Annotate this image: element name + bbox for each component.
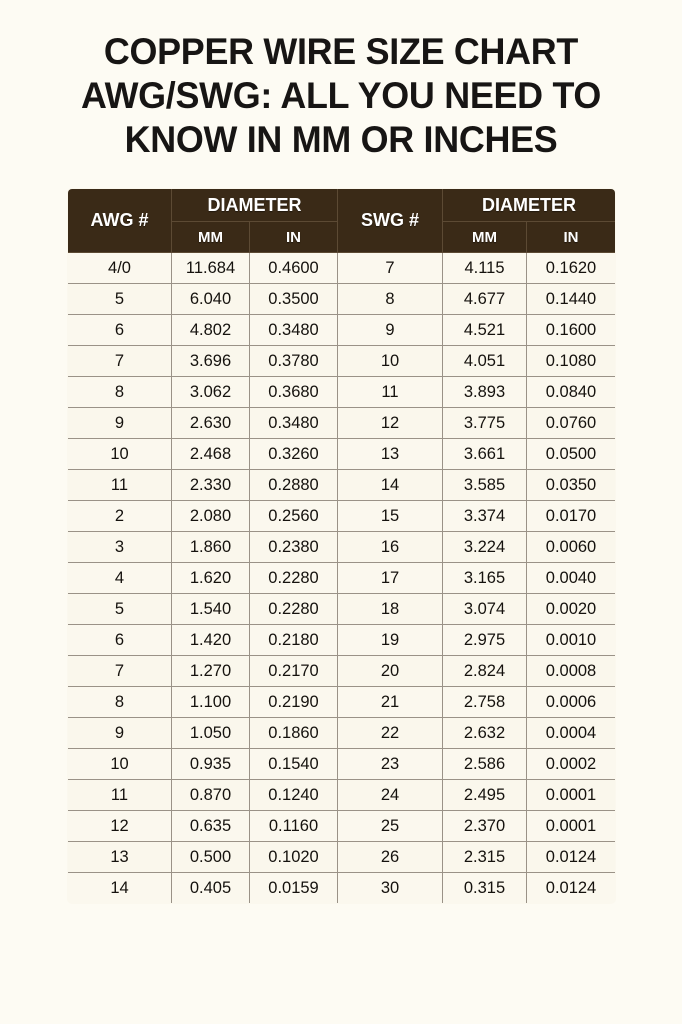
- cell-swg-diameter-mm: 3.074: [443, 594, 527, 625]
- cell-swg-number: 8: [338, 284, 443, 315]
- cell-swg-diameter-mm: 3.585: [443, 470, 527, 501]
- cell-awg-diameter-mm: 0.405: [172, 873, 250, 904]
- table-row: [68, 346, 616, 377]
- cell-awg-diameter-in: 0.3500: [250, 284, 338, 315]
- cell-swg-diameter-mm: 3.165: [443, 563, 527, 594]
- header-awg-mm: MM: [172, 222, 250, 253]
- table-row: [68, 501, 616, 532]
- table-row: [68, 842, 616, 873]
- cell-swg-number: 18: [338, 594, 443, 625]
- table-row: [68, 470, 616, 501]
- cell-swg-diameter-in: 0.0500: [527, 439, 616, 470]
- table-row: [68, 656, 616, 687]
- cell-swg-diameter-in: 0.0040: [527, 563, 616, 594]
- table-row: [68, 253, 616, 284]
- cell-awg-diameter-mm: 2.080: [172, 501, 250, 532]
- cell-swg-number: 24: [338, 780, 443, 811]
- table-row: [68, 439, 616, 470]
- cell-awg-diameter-in: 0.2180: [250, 625, 338, 656]
- cell-swg-diameter-mm: 3.775: [443, 408, 527, 439]
- cell-awg-diameter-in: 0.3260: [250, 439, 338, 470]
- cell-swg-number: 25: [338, 811, 443, 842]
- cell-awg-number: 7: [68, 346, 172, 377]
- cell-awg-number: 9: [68, 408, 172, 439]
- cell-swg-diameter-in: 0.0001: [527, 811, 616, 842]
- cell-swg-diameter-mm: 4.051: [443, 346, 527, 377]
- cell-swg-diameter-mm: 2.370: [443, 811, 527, 842]
- cell-swg-number: 15: [338, 501, 443, 532]
- wire-size-table: [67, 188, 616, 904]
- cell-awg-diameter-mm: 0.635: [172, 811, 250, 842]
- cell-awg-diameter-in: 0.2170: [250, 656, 338, 687]
- header-swg-number: SWG #: [338, 189, 443, 253]
- cell-swg-number: 14: [338, 470, 443, 501]
- cell-swg-diameter-in: 0.1080: [527, 346, 616, 377]
- cell-awg-number: 3: [68, 532, 172, 563]
- cell-swg-diameter-in: 0.1440: [527, 284, 616, 315]
- cell-swg-diameter-mm: 3.661: [443, 439, 527, 470]
- cell-swg-diameter-in: 0.1600: [527, 315, 616, 346]
- cell-awg-diameter-in: 0.2560: [250, 501, 338, 532]
- cell-swg-diameter-mm: 3.893: [443, 377, 527, 408]
- cell-awg-diameter-mm: 0.870: [172, 780, 250, 811]
- cell-swg-diameter-mm: 3.224: [443, 532, 527, 563]
- cell-awg-number: 5: [68, 284, 172, 315]
- cell-awg-diameter-mm: 1.270: [172, 656, 250, 687]
- cell-swg-diameter-mm: 4.521: [443, 315, 527, 346]
- cell-awg-diameter-mm: 4.802: [172, 315, 250, 346]
- cell-swg-diameter-in: 0.0350: [527, 470, 616, 501]
- cell-awg-number: 10: [68, 749, 172, 780]
- cell-awg-diameter-mm: 1.420: [172, 625, 250, 656]
- cell-swg-number: 21: [338, 687, 443, 718]
- table-row: [68, 687, 616, 718]
- cell-awg-number: 5: [68, 594, 172, 625]
- cell-swg-diameter-mm: 4.115: [443, 253, 527, 284]
- table-row: [68, 873, 616, 904]
- cell-awg-diameter-in: 0.0159: [250, 873, 338, 904]
- cell-awg-diameter-mm: 2.468: [172, 439, 250, 470]
- table-row: [68, 780, 616, 811]
- title-line-3: KNOW IN MM OR INCHES: [124, 119, 558, 160]
- cell-awg-diameter-mm: 0.500: [172, 842, 250, 873]
- cell-swg-number: 13: [338, 439, 443, 470]
- cell-awg-diameter-in: 0.3780: [250, 346, 338, 377]
- header-swg-in: IN: [527, 222, 616, 253]
- cell-swg-number: 10: [338, 346, 443, 377]
- header-awg-in: IN: [250, 222, 338, 253]
- title-line-2: AWG/SWG: ALL YOU NEED TO: [80, 75, 602, 116]
- cell-swg-diameter-mm: 0.315: [443, 873, 527, 904]
- cell-swg-diameter-in: 0.0170: [527, 501, 616, 532]
- cell-awg-diameter-in: 0.1020: [250, 842, 338, 873]
- cell-awg-number: 4: [68, 563, 172, 594]
- cell-awg-diameter-in: 0.4600: [250, 253, 338, 284]
- cell-awg-diameter-mm: 11.684: [172, 253, 250, 284]
- table-body: [68, 253, 616, 904]
- cell-awg-diameter-mm: 1.860: [172, 532, 250, 563]
- table-row: [68, 563, 616, 594]
- cell-awg-diameter-mm: 1.620: [172, 563, 250, 594]
- cell-awg-diameter-mm: 1.050: [172, 718, 250, 749]
- cell-swg-diameter-in: 0.0002: [527, 749, 616, 780]
- cell-swg-number: 20: [338, 656, 443, 687]
- cell-swg-number: 7: [338, 253, 443, 284]
- cell-awg-number: 8: [68, 377, 172, 408]
- cell-awg-diameter-in: 0.1540: [250, 749, 338, 780]
- table-row: [68, 749, 616, 780]
- cell-swg-number: 30: [338, 873, 443, 904]
- table-row: [68, 625, 616, 656]
- cell-awg-diameter-mm: 1.100: [172, 687, 250, 718]
- cell-swg-diameter-in: 0.1620: [527, 253, 616, 284]
- cell-swg-diameter-in: 0.0004: [527, 718, 616, 749]
- cell-awg-number: 8: [68, 687, 172, 718]
- cell-awg-diameter-in: 0.1160: [250, 811, 338, 842]
- cell-swg-diameter-in: 0.0124: [527, 873, 616, 904]
- cell-swg-number: 17: [338, 563, 443, 594]
- cell-swg-number: 19: [338, 625, 443, 656]
- cell-swg-number: 12: [338, 408, 443, 439]
- cell-swg-diameter-in: 0.0006: [527, 687, 616, 718]
- page-title: [31, 30, 651, 162]
- cell-swg-diameter-in: 0.0760: [527, 408, 616, 439]
- cell-awg-diameter-in: 0.2880: [250, 470, 338, 501]
- cell-swg-diameter-mm: 2.824: [443, 656, 527, 687]
- cell-awg-diameter-mm: 2.330: [172, 470, 250, 501]
- cell-swg-diameter-mm: 2.975: [443, 625, 527, 656]
- cell-awg-number: 11: [68, 780, 172, 811]
- cell-awg-number: 12: [68, 811, 172, 842]
- cell-awg-diameter-in: 0.1860: [250, 718, 338, 749]
- cell-awg-diameter-in: 0.3680: [250, 377, 338, 408]
- cell-swg-diameter-mm: 4.677: [443, 284, 527, 315]
- table-row: [68, 718, 616, 749]
- cell-awg-diameter-mm: 0.935: [172, 749, 250, 780]
- cell-swg-diameter-in: 0.0010: [527, 625, 616, 656]
- title-line-1: COPPER WIRE SIZE CHART: [103, 31, 579, 72]
- header-awg-number: AWG #: [68, 189, 172, 253]
- header-row-primary: [68, 189, 616, 222]
- cell-swg-diameter-mm: 2.758: [443, 687, 527, 718]
- cell-awg-number: 6: [68, 315, 172, 346]
- cell-swg-diameter-in: 0.0060: [527, 532, 616, 563]
- cell-awg-diameter-in: 0.2280: [250, 594, 338, 625]
- cell-swg-diameter-in: 0.0124: [527, 842, 616, 873]
- cell-swg-diameter-in: 0.0840: [527, 377, 616, 408]
- wire-size-table-container: [67, 188, 615, 904]
- cell-awg-diameter-mm: 3.062: [172, 377, 250, 408]
- header-swg-mm: MM: [443, 222, 527, 253]
- cell-awg-number: 10: [68, 439, 172, 470]
- cell-swg-number: 11: [338, 377, 443, 408]
- cell-swg-diameter-in: 0.0020: [527, 594, 616, 625]
- cell-awg-diameter-mm: 2.630: [172, 408, 250, 439]
- cell-awg-diameter-in: 0.1240: [250, 780, 338, 811]
- cell-swg-diameter-mm: 2.315: [443, 842, 527, 873]
- cell-swg-diameter-mm: 2.632: [443, 718, 527, 749]
- cell-awg-diameter-mm: 1.540: [172, 594, 250, 625]
- cell-swg-number: 23: [338, 749, 443, 780]
- header-awg-diameter: DIAMETER: [172, 189, 338, 222]
- cell-awg-diameter-in: 0.3480: [250, 315, 338, 346]
- cell-awg-number: 11: [68, 470, 172, 501]
- cell-awg-number: 9: [68, 718, 172, 749]
- cell-swg-diameter-mm: 3.374: [443, 501, 527, 532]
- header-swg-diameter: DIAMETER: [443, 189, 616, 222]
- cell-awg-number: 14: [68, 873, 172, 904]
- cell-swg-diameter-mm: 2.586: [443, 749, 527, 780]
- cell-swg-diameter-mm: 2.495: [443, 780, 527, 811]
- table-row: [68, 377, 616, 408]
- table-row: [68, 811, 616, 842]
- cell-swg-number: 22: [338, 718, 443, 749]
- cell-awg-number: 13: [68, 842, 172, 873]
- cell-awg-number: 7: [68, 656, 172, 687]
- cell-swg-number: 16: [338, 532, 443, 563]
- cell-awg-number: 4/0: [68, 253, 172, 284]
- table-row: [68, 315, 616, 346]
- cell-swg-number: 9: [338, 315, 443, 346]
- cell-swg-number: 26: [338, 842, 443, 873]
- cell-awg-number: 2: [68, 501, 172, 532]
- cell-awg-diameter-mm: 3.696: [172, 346, 250, 377]
- cell-awg-diameter-in: 0.3480: [250, 408, 338, 439]
- cell-awg-diameter-mm: 6.040: [172, 284, 250, 315]
- table-row: [68, 284, 616, 315]
- cell-swg-diameter-in: 0.0008: [527, 656, 616, 687]
- cell-awg-diameter-in: 0.2280: [250, 563, 338, 594]
- table-row: [68, 408, 616, 439]
- table-row: [68, 532, 616, 563]
- table-row: [68, 594, 616, 625]
- cell-awg-diameter-in: 0.2190: [250, 687, 338, 718]
- cell-awg-number: 6: [68, 625, 172, 656]
- cell-swg-diameter-in: 0.0001: [527, 780, 616, 811]
- table-header: [68, 189, 616, 253]
- cell-awg-diameter-in: 0.2380: [250, 532, 338, 563]
